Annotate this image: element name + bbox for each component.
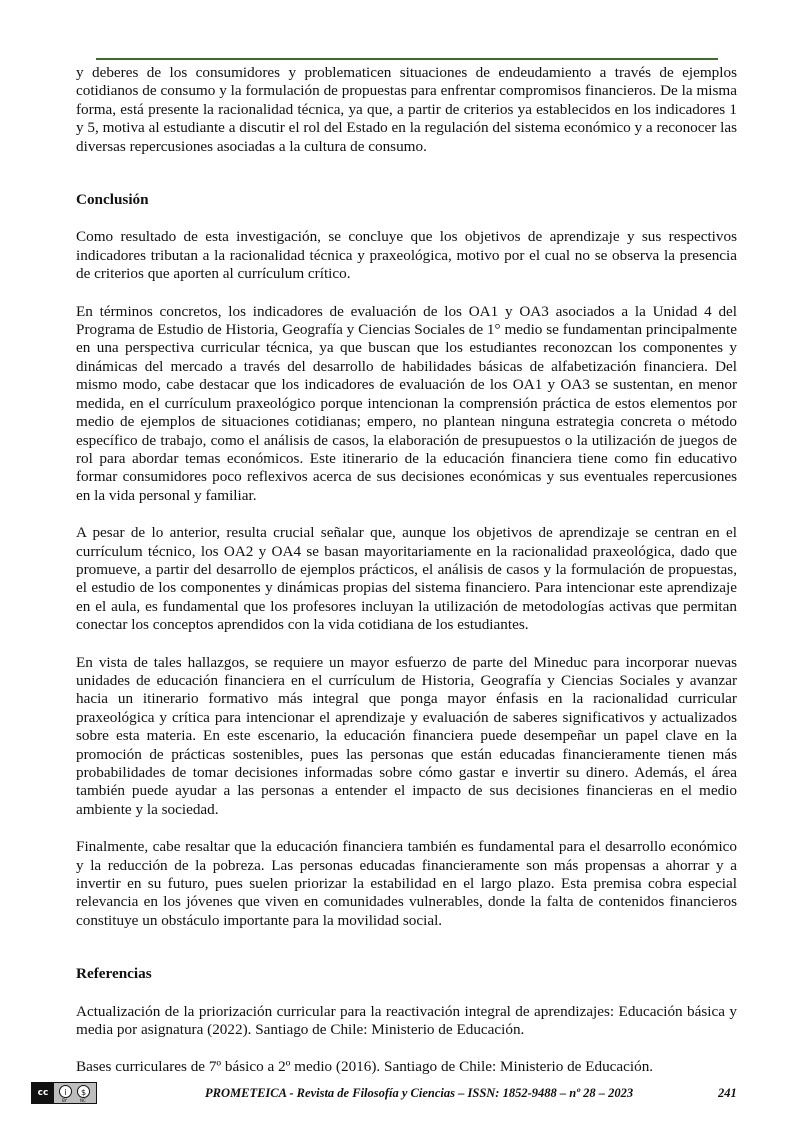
paragraph-conclusion-1: Como resultado de esta investigación, se concluye que los objetivos de aprendizaje y sus respectivos indicadores tributan a la racionalidad técnica y praxeológica, motivo por el cual no se observa la presencia de criterios que aporten al currículum crítico. <box>76 228 737 283</box>
heading-conclusion: Conclusión <box>76 191 149 209</box>
paragraph-conclusion-4: En vista de tales hallazgos, se requiere un mayor esfuerzo de parte del Mineduc para incorporar nuevas unidades de educación financiera en el currículum de Historia, Geografía y Ciencias Sociales y avanzar hacia un itinerario formativo más integral que ponga mayor énfasis en la racionalidad curricular praxeológica y crítica para intencionar el aprendizaje y evaluación de saberes significativos y actualizados sobre esta materia. En este escenario, la educación financiera puede desempeñar un papel clave en la promoción de prácticas sostenibles, pues las personas que están educadas financieramente tienen más probabilidades de tomar decisiones informadas sobre cómo gastar e invertir su dinero. Además, el área también puede ayudar a las personas a entender el impacto de sus decisiones financieras en el medio ambiente y la sociedad. <box>76 653 737 818</box>
by-label: BY <box>62 1098 67 1103</box>
page-number: 241 <box>718 1086 737 1100</box>
header-rule <box>96 58 718 60</box>
reference-item: Bases curriculares de 7º básico a 2º medio (2016). Santiago de Chile: Ministerio de Educación. <box>76 1058 654 1076</box>
paragraph-conclusion-3: A pesar de lo anterior, resulta crucial señalar que, aunque los objetivos de aprendizaje se centran en el currículum técnico, los OA2 y OA4 se basan mayoritariamente en la racionalidad praxeológica, dado que promueve, a partir del desarrollo de ejemplos prácticos, el análisis de casos y la formulación de propuestas, el estudio de los componentes y dinámicas propias del sistema financiero. Para intencionar este aprendizaje en el aula, es fundamental que los profesores incluyan la utilización de metodologías activas que permitan conectar los conceptos aprendidos con la vida cotidiana de los estudiantes. <box>76 524 737 634</box>
cc-icon: cc <box>32 1083 54 1103</box>
cc-license-badge[interactable] <box>31 1082 97 1104</box>
paragraph-intro: y deberes de los consumidores y problematicen situaciones de endeudamiento a través de ejemplos cotidianos de consumo y la formulación de propuestas para enfrentar compromisos financieros. De la misma forma, está presente la racionalidad técnica, ya que, a partir de criterios ya establecidos en los indicadores 1 y 5, motiva al estudiante a discutir el rol del Estado en la regulación del sistema económico y a reconocer las diversas repercusiones asociadas a la cultura de consumo. <box>76 64 737 155</box>
journal-citation: PROMETEICA - Revista de Filosofía y Ciencias – ISSN: 1852-9488 – nº 28 – 2023 <box>205 1086 634 1100</box>
heading-references: Referencias <box>76 965 152 983</box>
reference-item: Actualización de la priorización curricular para la reactivación integral de aprendizajes: Educación básica y media por asignatura (2022). Santiago de Chile: Ministerio de Educación. <box>76 1002 737 1039</box>
paragraph-conclusion-2: En términos concretos, los indicadores de evaluación de los OA1 y OA3 asociados a la Unidad 4 del Programa de Estudio de Historia, Geografía y Ciencias Sociales de 1° medio se fundamentan principalmente en una perspectiva curricular técnica, ya que buscan que los estudiantes reconozcan los componentes y dinámicas del mercado a través del desarrollo de habilidades básicas de alfabetización financiera. Del mismo modo, cabe destacar que los indicadores de evaluación de los OA1 y OA3 se sustentan, en menor medida, en el currículum praxeológico porque intencionan la comprensión práctica de estos elementos por medio de ejemplos de situaciones cotidianas; empero, no plantean ninguna estrategia concreta o método específico de trabajo, como el análisis de casos, la elaboración de presupuestos o la utilización de juegos de rol para abordar temas económicos. Este itinerario de la educación financiera tiene como fin educativo formar consumidores poco reflexivos acerca de sus decisiones económicas y sus eventuales repercusiones en la vida personal y familiar. <box>76 302 737 504</box>
page-footer <box>0 1082 793 1104</box>
by-attribution-icon: i <box>59 1085 72 1098</box>
nc-label: NC <box>80 1098 86 1103</box>
noncommercial-icon: $ <box>77 1085 90 1098</box>
paragraph-conclusion-5: Finalmente, cabe resaltar que la educación financiera también es fundamental para el desarrollo económico y la reducción de la pobreza. Las personas educadas financieramente son más propensas a ahorrar y a invertir en su futuro, pues suelen priorizar la estabilidad en el largo plazo. Esta premisa cobra especial relevancia en los jóvenes que viven en comunidades vulnerables, donde la falta de contenidos financieros constituye un obstáculo importante para la movilidad social. <box>76 838 737 929</box>
page-body <box>76 64 737 1077</box>
